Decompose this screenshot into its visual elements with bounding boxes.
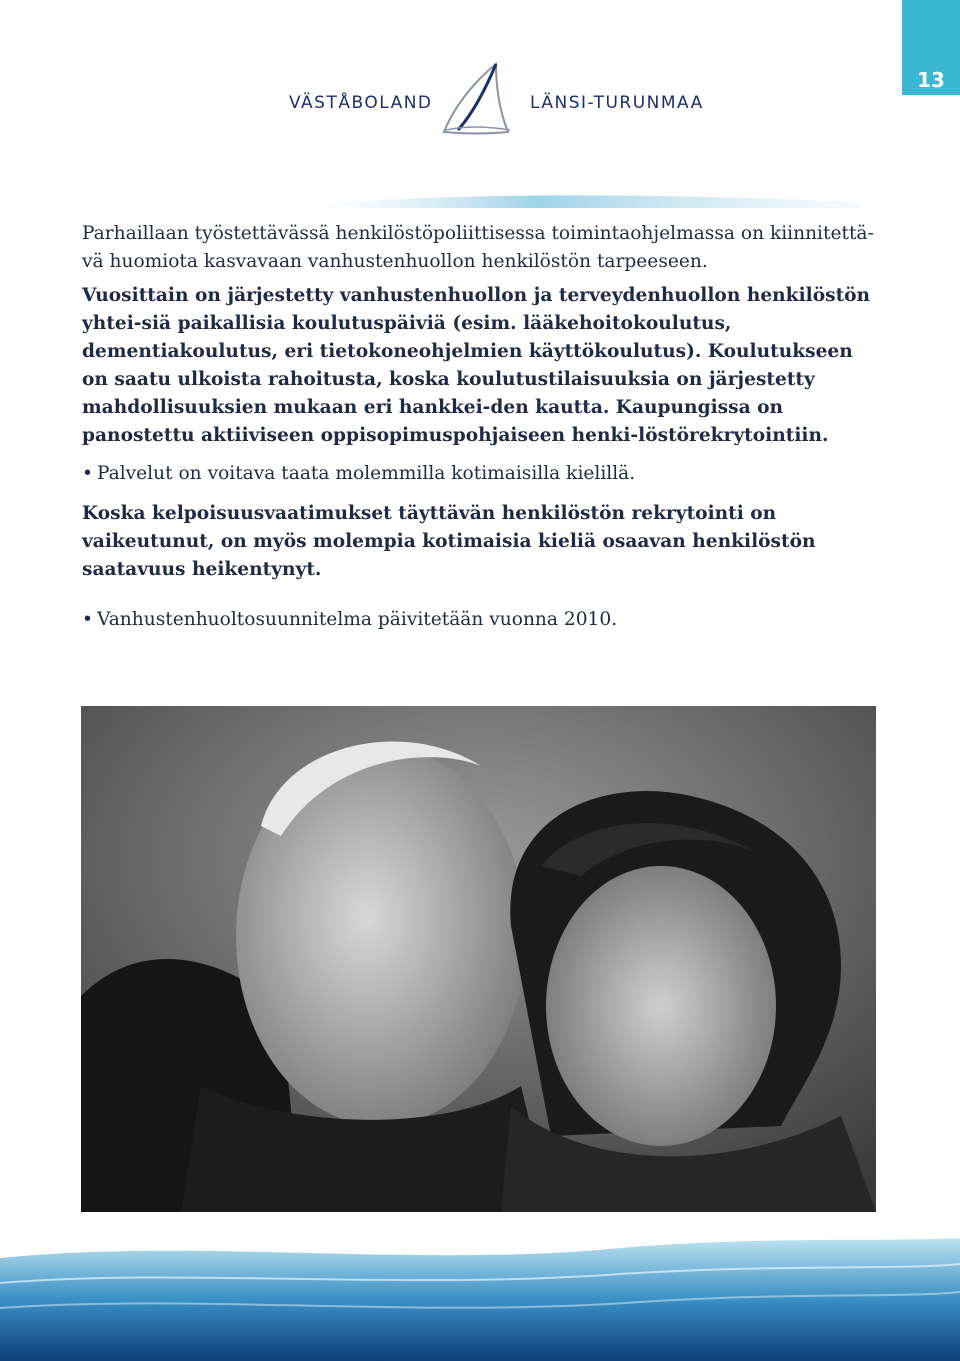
brand-lansi-turunmaa: LÄNSI-TURUNMAA — [530, 93, 704, 113]
intro-paragraph: Parhaillaan työstettävässä henkilöstöpoliittisessa toimintaohjelmassa on kiinnitettä-vä huomiota kasvavaan vanhustenhuollon henkilöstön tarpeeseen. — [82, 223, 874, 272]
header — [0, 60, 960, 150]
bullet-dot: • — [82, 463, 93, 484]
bullet-item-languages — [82, 460, 878, 488]
sail-logo-icon — [436, 60, 526, 140]
training-paragraph: Vuosittain on järjestetty vanhustenhuollon ja terveydenhuollon henkilöstön yhtei-siä paikallisia koulutuspäiviä (esim. lääkehoitokoulutus, dementiakoulutus, eri tietokoneohjelmien käyttökoulutus). Koulutukseen on saatu ulkoista rahoitusta, koska koulutustilaisuuksia on järjestetty mahdollisuuksien mukaan eri hankkei-den kautta. Kaupungissa on panostettu aktiiviseen oppisopimuspohjaiseen henki-löstörekrytointiin. — [82, 285, 871, 446]
brand-vastaboland: VÄSTÅBOLAND — [289, 93, 433, 113]
footer-wave-decoration — [0, 1228, 960, 1361]
bullet-dot: • — [82, 609, 93, 630]
bullet-text: Vanhustenhuoltosuunnitelma päivitetään vuonna 2010. — [96, 609, 618, 630]
body-text — [82, 220, 878, 634]
page-number: 13 — [917, 68, 945, 92]
elderly-couple-photo — [81, 706, 876, 1212]
header-wave-divider — [320, 192, 860, 208]
bullet-item-plan — [82, 606, 878, 634]
recruitment-paragraph: Koska kelpoisuusvaatimukset täyttävän henkilöstön rekrytointi on vaikeutunut, on myös molempia kotimaisia kieliä osaavan henkilöstön saatavuus heikentynyt. — [82, 503, 816, 580]
bullet-text: Palvelut on voitava taata molemmilla kotimaisilla kielillä. — [96, 463, 636, 484]
